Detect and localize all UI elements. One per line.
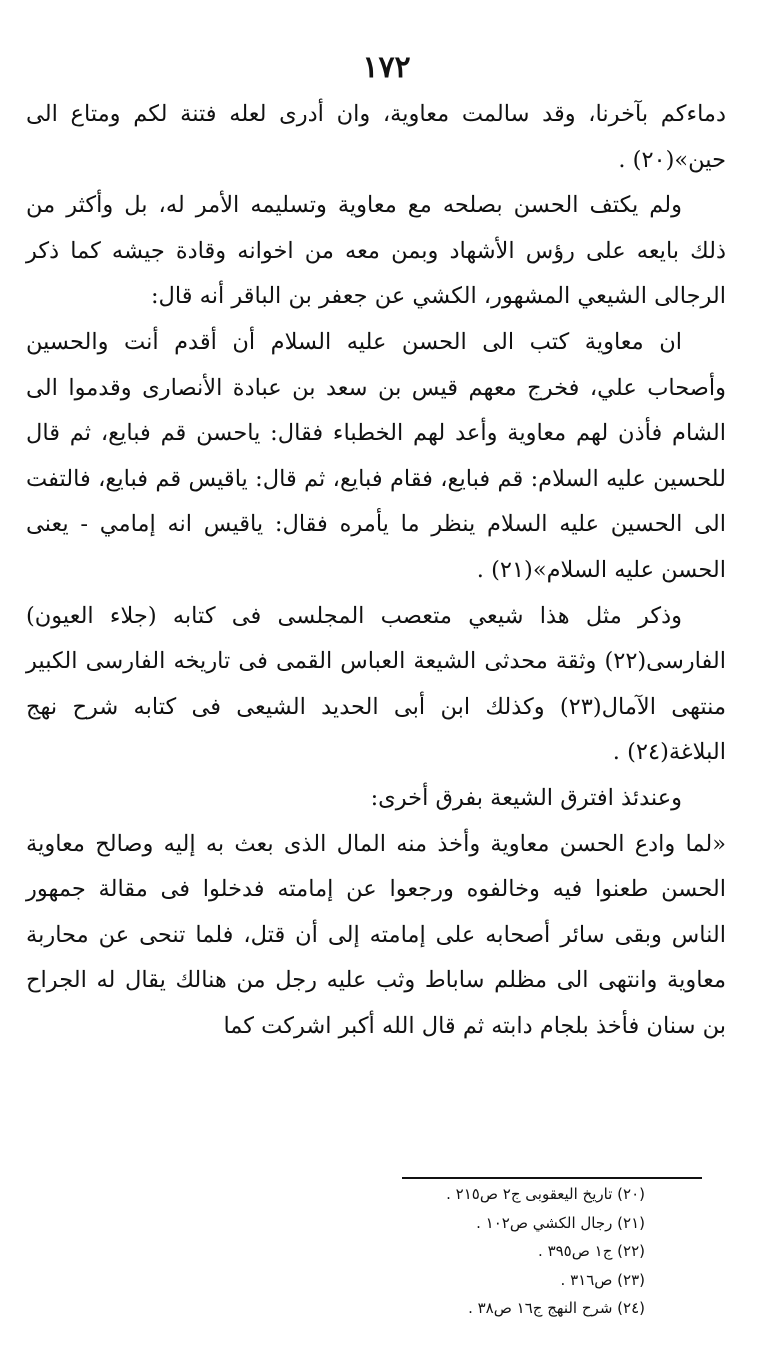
paragraph: وعندئذ افترق الشيعة بفرق أخرى: [370,784,682,811]
paragraph: وذكر مثل هذا شيعي متعصب المجلسى فى كتابه (جلاء العيون) الفارسى(٢٢) وثقة محدثى الشيعة العباس القمى فى تاريخه الفارسى الكبير منتهى الآمال(٢٣) وكذلك ابن أبى الحديد الشيعى فى كتابه شرح نهج البلاغة(٢٤) . [26,602,726,766]
footnote: (٢٣) ص٣١٦ . [560,1270,645,1289]
footnote: (٢٢) ج١ ص٣٩٥ . [538,1242,645,1260]
paragraph: ان معاوية كتب الى الحسن عليه السلام أن أقدم أنت والحسين وأصحاب علي، فخرج معهم قيس بن سعد بن عبادة الأنصارى وقدموا الى الشام فأذن لهم معاوية وأعد لهم الخطباء فقال: ياحسن قم فبايع، ثم قال للحسين عليه السلام: قم فبايع، فقام فبايع، ثم قال: ياقيس قم فبايع، فالتفت الى الحسين عليه السلام ينظر ما يأمره فقال: ياقيس انه إمامي - يعنى الحسن عليه السلام»(٢١) . [26,328,726,583]
body-text [26,92,726,1049]
paragraph: ولم يكتف الحسن بصلحه مع معاوية وتسليمه الأمر له، بل وأكثر من ذلك بايعه على رؤس الأشهاد وبمن معه من اخوانه وقادة جيشه كما ذكر الرجالى الشيعي المشهور، الكشي عن جعفر بن الباقر أنه قال: [26,192,726,310]
footnotes [345,1180,645,1323]
page-number: ١٧٢ [362,50,411,85]
footnote-divider [402,1177,702,1179]
footnote: (٢٤) شرح النهج ج١٦ ص٣٨ . [468,1299,645,1317]
paragraph: دماءكم بآخرنا، وقد سالمت معاوية، وان أدرى لعله فتنة لكم ومتاع الى حين»(٢٠) . [26,101,726,173]
footnote: (٢١) رجال الكشي ص١٠٢ . [476,1213,645,1232]
paragraph: «لما وادع الحسن معاوية وأخذ منه المال الذى بعث به إليه وصالح معاوية الحسن طعنوا فيه وخالفوه ورجعوا عن إمامته فدخلوا فى مقالة جمهور الناس وبقى سائر أصحابه على إمامته إلى أن قتل، فلما تنحى عن محاربة معاوية وانتهى الى مظلم ساباط وثب عليه رجل من هنالك يقال له الجراح بن سنان فأخذ بلجام دابته ثم قال الله أكبر اشركت كما [26,830,726,1039]
footnote: (٢٠) تاريخ اليعقوبى ج٢ ص٢١٥ . [446,1185,645,1203]
